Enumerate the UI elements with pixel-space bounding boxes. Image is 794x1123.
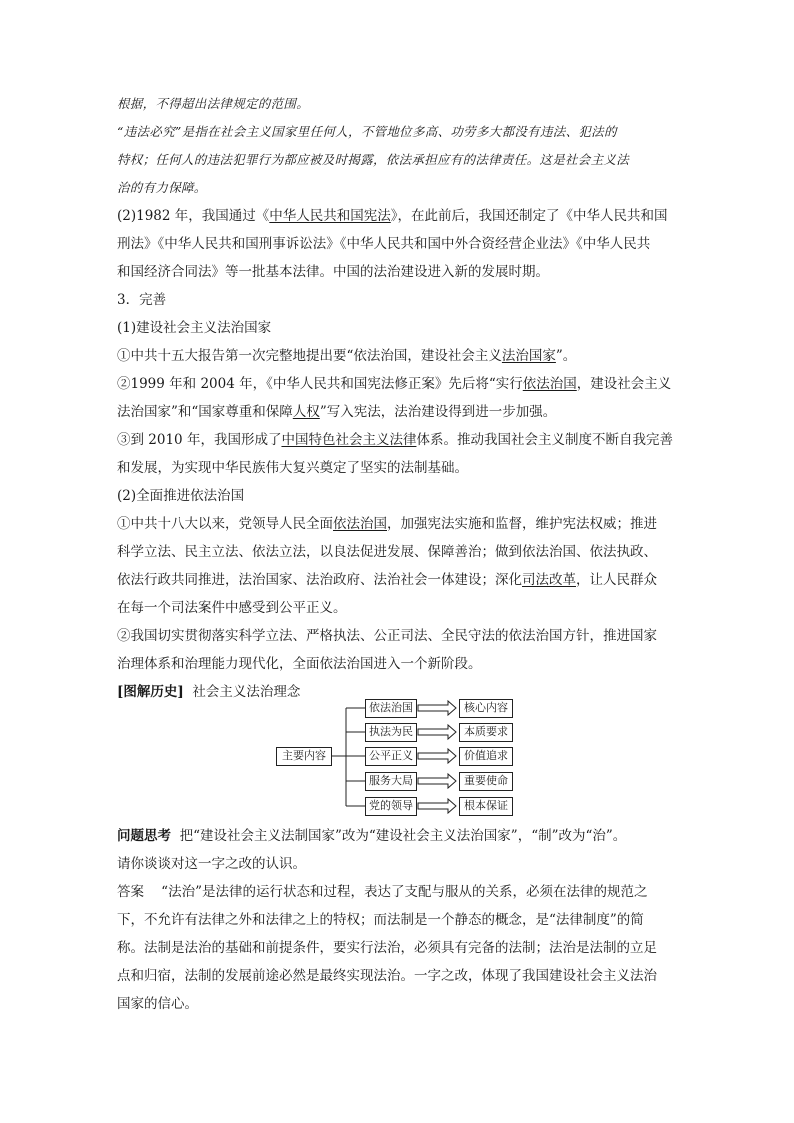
answer-label: 答案 — [117, 884, 144, 900]
text-span: “法治”是法律的运行状态和过程，表达了支配与服从的关系，必须在法律的规范之 — [161, 884, 648, 900]
text-span: ，加强宪法实施和监督，维护宪法权威；推进 — [387, 516, 657, 532]
answer-line-4: 点和归宿，法制的发展前途必然是最终实现法治。一字之改，体现了我国建设社会主义法治 — [117, 968, 657, 984]
text-span: ①中共十五大报告第一次完整地提出要“依法治国，建设社会主义 — [117, 348, 502, 364]
question-line-2: 请你谈谈对这一字之改的认识。 — [117, 856, 306, 872]
item3-line-1 — [117, 426, 683, 454]
subheading-2: (2)全面推进依法治国 — [117, 488, 245, 504]
item2-line-1 — [117, 370, 683, 398]
answer-line-2: 下，不允许有法律之外和法律之上的特权；而法制是一个静态的概念，是“法律制度”的简 — [117, 912, 644, 928]
diagram-right-box: 重要使命 — [459, 772, 513, 791]
diagram-right-box: 本质要求 — [459, 723, 513, 742]
diagram-left-box: 依法治国 — [365, 699, 417, 718]
underlined-term: 中国特色社会主义法律 — [281, 432, 417, 448]
underlined-term: 中华人民共和国宪法 — [269, 208, 391, 224]
underlined-term: 法治国家 — [501, 348, 556, 364]
item4-line-3 — [117, 566, 683, 594]
underlined-term: 依法治国 — [333, 516, 387, 532]
question-label: 问题思考 — [117, 828, 171, 844]
diagram-root-box: 主要内容 — [276, 747, 332, 766]
paragraph-line: 特权；任何人的违法犯罪行为都应被及时揭露，依法承担应有的法律责任。这是社会主义法 — [117, 152, 630, 167]
text-span: 法治国家”和“国家尊重和保障 — [117, 404, 293, 420]
text-span: 把“建设社会主义法制国家”改为“建设社会主义法治国家”，“制”改为“治”。 — [179, 828, 627, 844]
paragraph-line: 治的有力保障。 — [117, 180, 207, 195]
text-span: (2)1982 年，我国通过《 — [117, 208, 270, 224]
question-line-1 — [117, 822, 683, 850]
text-span: ②1999 年和 2004 年，《中华人民共和国宪法修正案》先后将“实行 — [117, 376, 523, 392]
diagram-right-box: 核心内容 — [459, 699, 513, 718]
document-body — [117, 90, 683, 706]
item5-line-1: ②我国切实贯彻落实科学立法、严格执法、公正司法、全民守法的依法治国方针，推进国家 — [117, 628, 657, 644]
text-span: ③到 2010 年，我国形成了 — [117, 432, 282, 448]
text-span: 体系。推动我国社会主义制度不断自我完善 — [416, 432, 673, 448]
qa-section — [117, 822, 683, 1018]
underlined-term: 人权 — [292, 404, 320, 420]
concept-diagram — [276, 696, 516, 818]
item4-line-1 — [117, 510, 683, 538]
caption-tag: [图解历史] — [117, 684, 184, 700]
diagram-left-box: 党的领导 — [365, 797, 417, 816]
text-span: ，建设社会主义 — [576, 376, 672, 392]
item2-line-2 — [117, 398, 683, 426]
text-span: 》，在此前后，我国还制定了《中华人民共和国 — [390, 208, 668, 224]
section3-title: 3．完善 — [117, 292, 167, 308]
section2-line-2: 刑法》《中华人民共和国刑事诉讼法》《中华人民共和国中外合资经营企业法》《中华人民共 — [117, 236, 651, 252]
answer-line-3: 称。法制是法治的基础和前提条件，要实行法治，必须具有完备的法制；法治是法制的立足 — [117, 940, 657, 956]
item1-line — [117, 342, 683, 370]
diagram-right-box: 价值追求 — [459, 747, 513, 766]
diagram-left-box: 公平正义 — [365, 747, 417, 766]
caption-title: 社会主义法治理念 — [192, 684, 301, 700]
section2-line-3: 和国经济合同法》等一批基本法律。中国的法治建设进入新的发展时期。 — [117, 264, 549, 280]
item4-line-2: 科学立法、民主立法、依法立法，以良法促进发展、保障善治；做到依法治国、依法执政、 — [117, 544, 657, 560]
text-span: 依法行政共同推进，法治国家、法治政府、法治社会一体建设；深化 — [117, 572, 522, 588]
diagram-left-box: 执法为民 — [365, 723, 417, 742]
diagram-right-box: 根本保证 — [459, 797, 513, 816]
text-span: ”写入宪法，法治建设得到进一步加强。 — [319, 404, 557, 420]
paragraph-line: “违法必究”是指在社会主义国家里任何人，不管地位多高、功劳多大都没有违法、犯法的 — [117, 124, 617, 139]
subheading-1: (1)建设社会主义法治国家 — [117, 320, 272, 336]
section2-line-1 — [117, 202, 683, 230]
underlined-term: 依法治国 — [522, 376, 577, 392]
answer-line-5: 国家的信心。 — [117, 996, 198, 1012]
paragraph-line: 根据，不得超出法律规定的范围。 — [117, 96, 310, 111]
text-span: ①中共十八大以来，党领导人民全面 — [117, 516, 333, 532]
item4-line-4: 在每一个司法案件中感受到公平正义。 — [117, 600, 347, 616]
underlined-term: 司法改革 — [522, 572, 576, 588]
item3-line-2: 和发展，为实现中华民族伟大复兴奠定了坚实的法制基础。 — [117, 460, 468, 476]
answer-line-1 — [117, 878, 683, 906]
text-span: ”。 — [555, 348, 577, 364]
item5-line-2: 治理体系和治理能力现代化，全面依法治国进入一个新阶段。 — [117, 656, 482, 672]
diagram-left-box: 服务大局 — [365, 772, 417, 791]
text-span: ，让人民群众 — [576, 572, 657, 588]
